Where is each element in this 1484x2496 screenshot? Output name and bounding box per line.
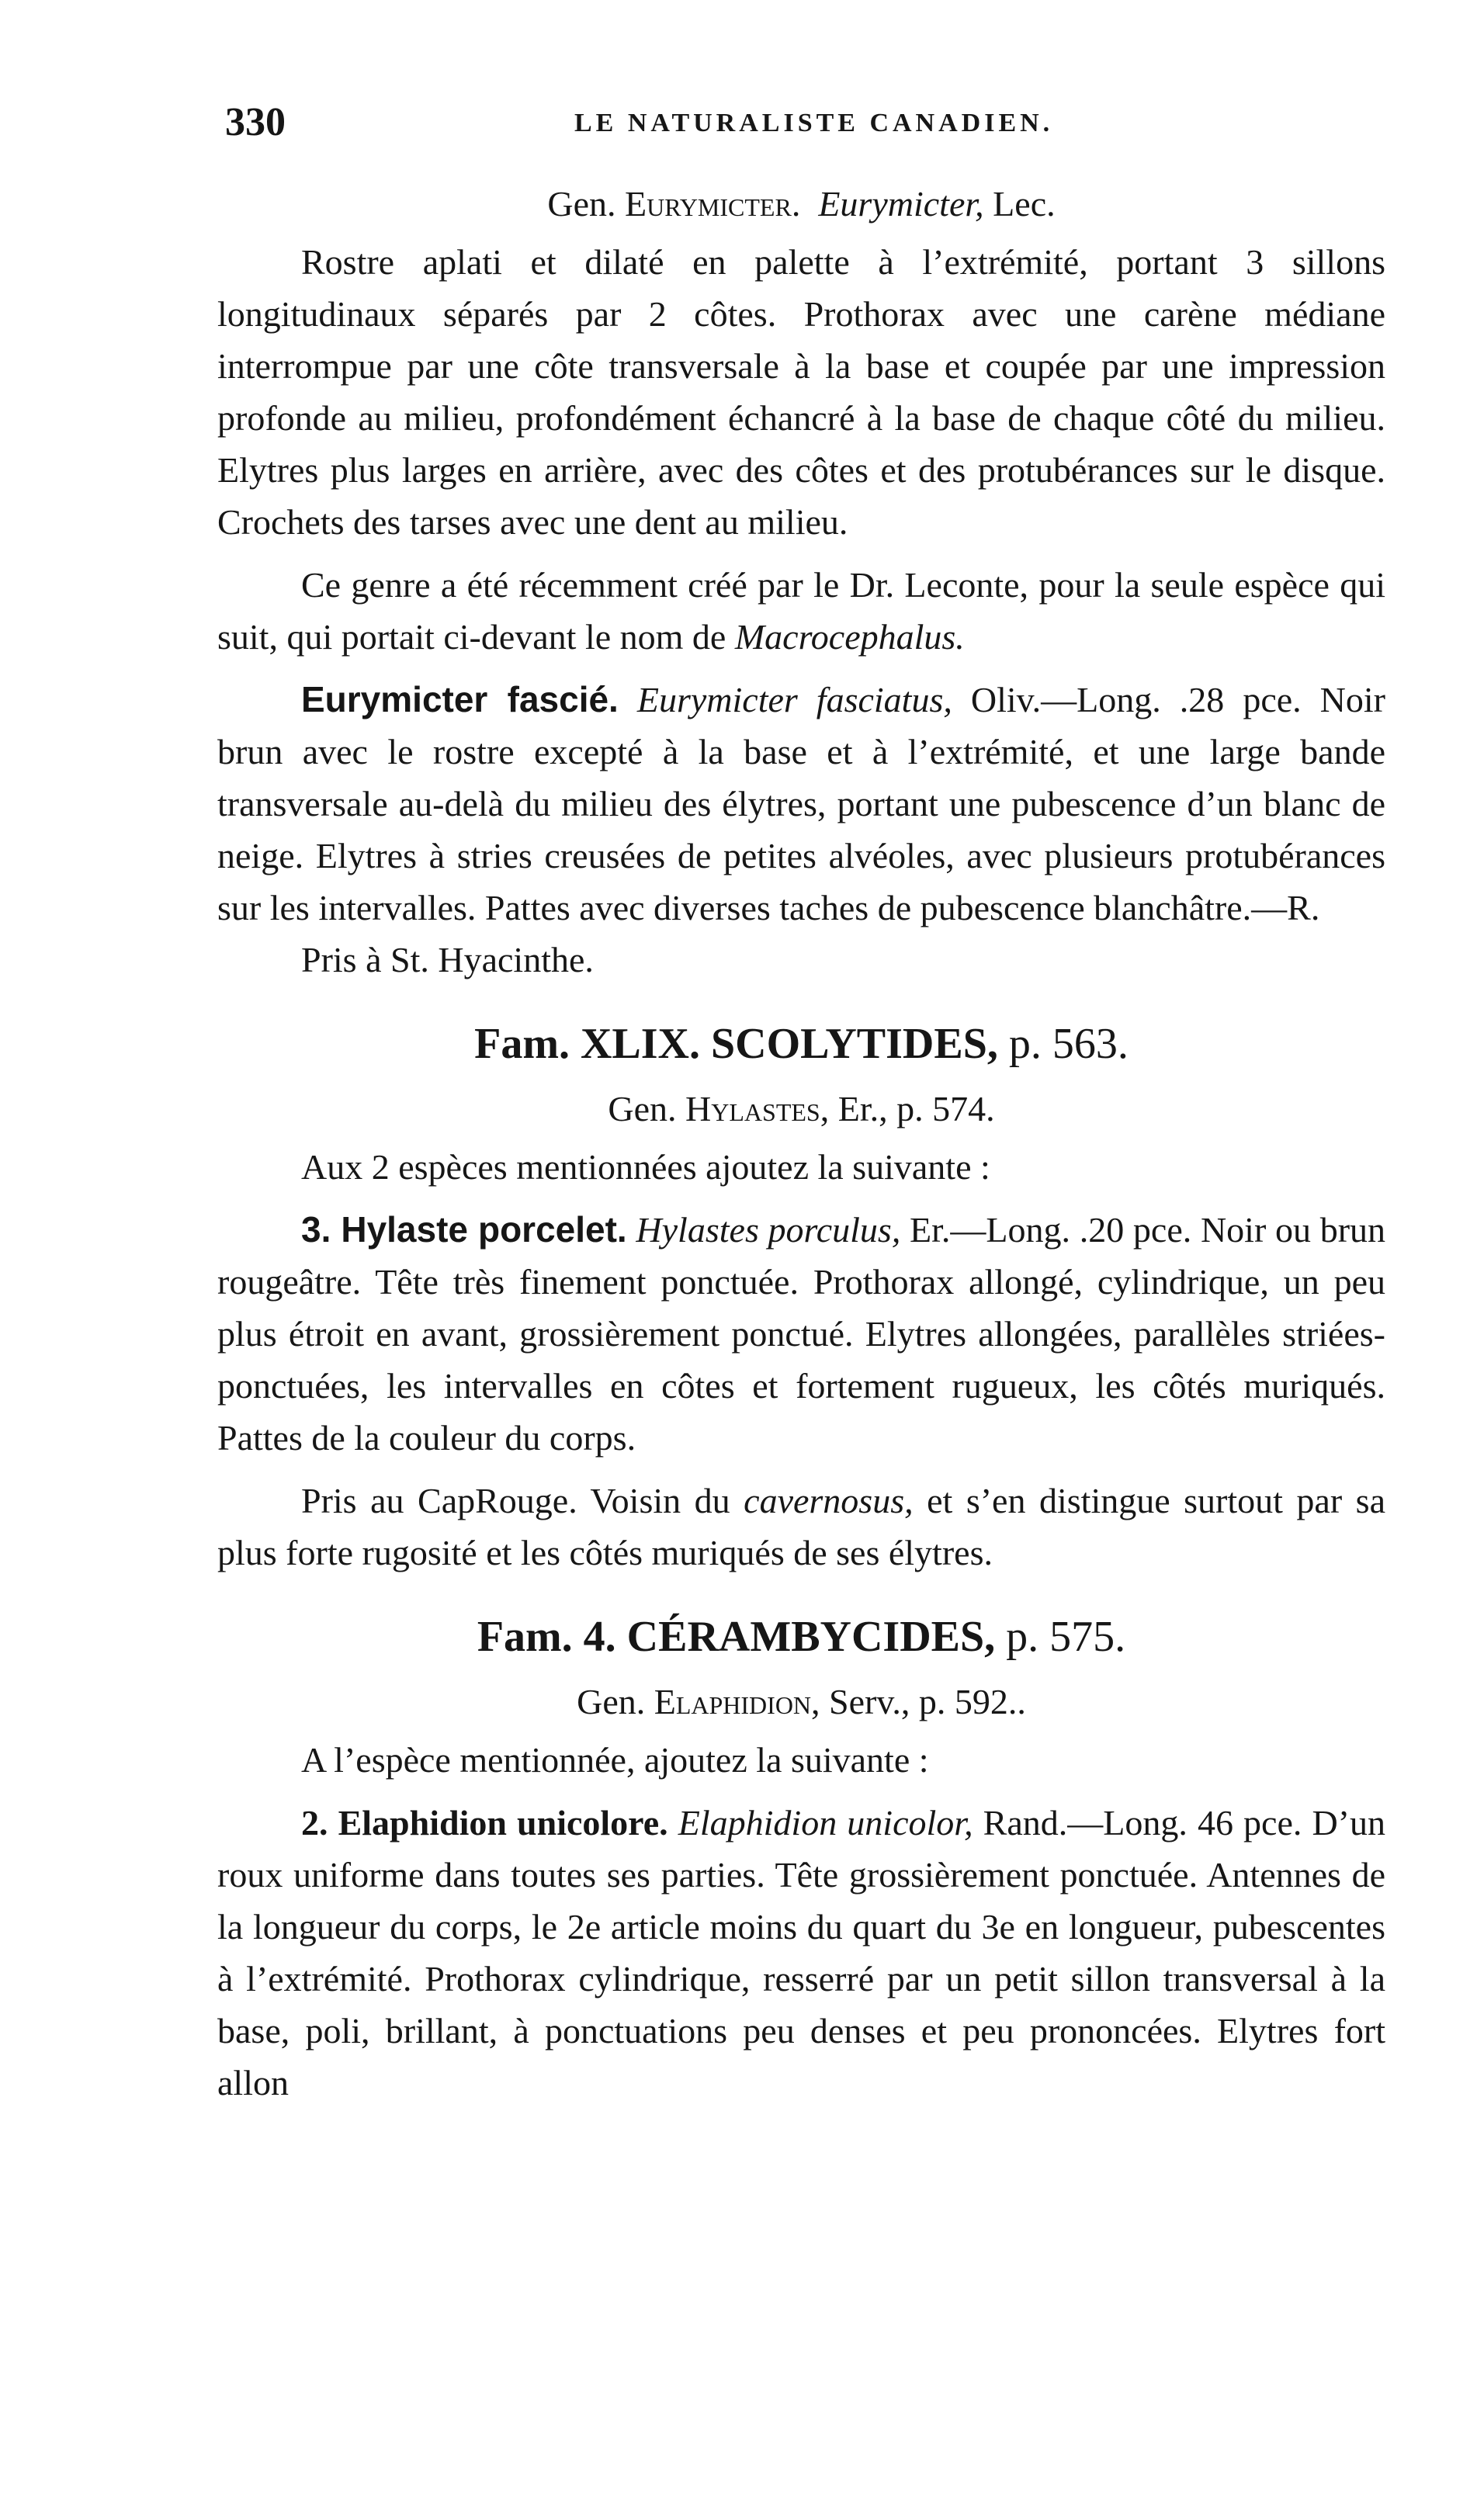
species-description: Noir brun avec le rostre excepté à la base et à l’extrémité, et une large bande transversale au-delà du milieu des élytres, portant une pubescence d’un blanc de neige. Elytres à stries creusées de petites alvéoles, avec plusieurs protubérances sur les intervalles. Pattes avec diverses taches de pubescence blanchâtre.—R. xyxy=(217,680,1385,927)
species-description: D’un roux uniforme dans toutes ses parties. Tête grossièrement ponctuée. Antennes de la longueur du corps, le 2e article moins du quart du 3e en longueur, pubescentes à l’extrémité. Prothorax cylindrique, resserré par un petit sillon transversal à la base, poli, brillant, à ponctuations peu denses et peu prononcées. Elytres fort allon xyxy=(217,1803,1385,2103)
species-title: Eurymicter fascié. xyxy=(301,679,619,719)
genus-author: Serv., p. 592.. xyxy=(820,1682,1026,1721)
family-heading-text: Fam. XLIX. SCOLYTIDES, xyxy=(474,1020,998,1068)
family-heading-scolytides xyxy=(217,1018,1385,1070)
running-title: LE NATURALISTE CANADIEN. xyxy=(574,109,1054,137)
page-body xyxy=(217,167,1385,2109)
genus-note xyxy=(217,559,1385,663)
species-latin-name: Elaphidion unicolor, xyxy=(678,1803,973,1843)
genus-prefix: Gen. xyxy=(577,1682,654,1721)
species-meta: Er.—Long. .20 pce. xyxy=(900,1210,1192,1250)
locality-rest: et s’en distingue surtout par sa plus forte rugosité et les côtés muriqués de ses élytres. xyxy=(217,1481,1385,1572)
genus-prefix: Gen. xyxy=(608,1089,686,1128)
section-intro: A l’espèce mentionnée, ajoutez la suivante : xyxy=(301,1740,929,1780)
genus-heading-eurymicter xyxy=(217,178,1385,230)
section-intro: Aux 2 espèces mentionnées ajoutez la suivante : xyxy=(301,1147,990,1187)
genus-author: Lec. xyxy=(983,184,1056,224)
genus-note-italic: Macrocephalus. xyxy=(734,617,965,657)
genus-description: Rostre aplati et dilaté en palette à l’extrémité, portant 3 sillons longitudinaux séparés par 2 côtes. Prothorax avec une carène médiane interrompue par une côte transversale à la base et coupée par une impression profonde au milieu, profondément échancré à la base de chaque côté du milieu. Elytres plus larges en arrière, avec des côtes et des protubérances sur le disque. Crochets des tarses avec une dent au milieu. xyxy=(217,242,1385,542)
genus-name: Hylastes, xyxy=(685,1089,830,1128)
genus-prefix: Gen. xyxy=(547,184,626,224)
species-entry-eurymicter xyxy=(217,674,1385,934)
page-header xyxy=(225,99,1389,161)
species-title: 2. Elaphidion unicolore. xyxy=(301,1803,668,1843)
family-page-ref: p. 575. xyxy=(995,1613,1126,1661)
species-locality xyxy=(217,1475,1385,1579)
genus-name: Eurymicter. xyxy=(625,184,801,224)
species-latin-name: Hylastes porculus, xyxy=(636,1210,901,1250)
genus-author: Er., p. 574. xyxy=(829,1089,995,1128)
species-entry-hylastes xyxy=(217,1204,1385,1464)
species-locality: Pris à St. Hyacinthe. xyxy=(301,940,594,979)
genus-heading-hylastes xyxy=(217,1083,1385,1135)
species-entry-elaphidion xyxy=(217,1797,1385,2109)
species-meta: Oliv.—Long. .28 pce. xyxy=(952,680,1302,719)
genus-note-text: Ce genre a été récemment créé par le Dr. Leconte, pour la seule espèce qui suit, qui portait ci-devant le nom de xyxy=(217,565,1385,657)
page-number: 330 xyxy=(225,100,286,144)
species-description: Noir ou brun rougeâtre. Tête très finement ponctuée. Prothorax allongé, cylindrique, un peu plus étroit en avant, grossièrement ponctué. Elytres allongées, parallèles striées-ponctuées, les intervalles en côtes et fortement rugueux, les côtés muriqués. Pattes de la couleur du corps. xyxy=(217,1210,1386,1458)
species-meta: Rand.—Long. 46 pce. xyxy=(973,1803,1302,1843)
genus-italic-name: Eurymicter, xyxy=(818,184,984,224)
locality-italic: cavernosus, xyxy=(744,1481,914,1520)
species-title: 3. Hylaste porcelet. xyxy=(301,1209,627,1250)
family-heading-cerambycides xyxy=(217,1611,1385,1663)
species-latin-name: Eurymicter fasciatus, xyxy=(636,680,952,719)
genus-name: Elaphidion, xyxy=(654,1682,820,1721)
family-page-ref: p. 563. xyxy=(997,1020,1129,1068)
family-heading-text: Fam. 4. CÉRAMBYCIDES, xyxy=(477,1613,996,1661)
genus-heading-elaphidion xyxy=(217,1676,1385,1728)
locality-text: Pris au CapRouge. Voisin du xyxy=(301,1481,744,1520)
